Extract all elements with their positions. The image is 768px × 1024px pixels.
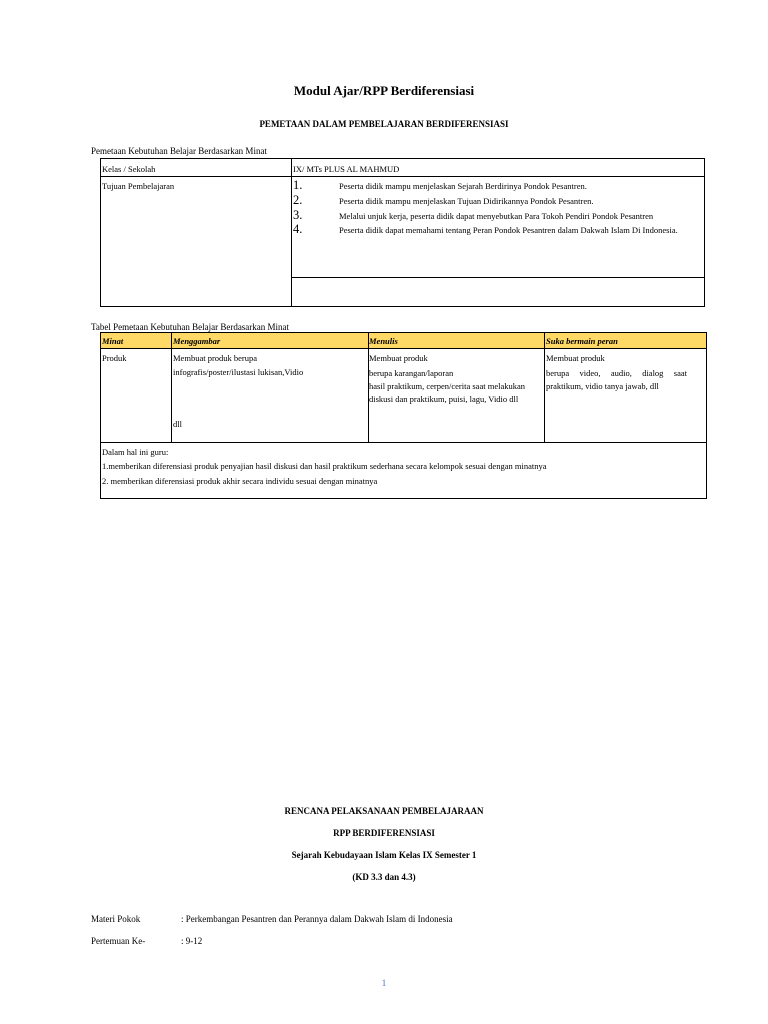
class-row bbox=[101, 159, 704, 177]
materi-label: Materi Pokok bbox=[91, 914, 141, 924]
header-minat: Minat bbox=[102, 336, 124, 346]
column-divider bbox=[291, 159, 292, 306]
menggambar-line: infografis/poster/ilustasi lukisan,Vidio bbox=[173, 367, 304, 377]
pertemuan-label: Pertemuan Ke- bbox=[91, 936, 146, 946]
pertemuan-value: : 9-12 bbox=[181, 936, 203, 946]
note-line: Dalam hal ini guru: bbox=[102, 447, 169, 457]
header-menulis: Menulis bbox=[369, 336, 398, 346]
row-divider bbox=[291, 277, 704, 278]
row-divider bbox=[101, 442, 706, 443]
table1-caption: Pemetaan Kebutuhan Belajar Berdasarkan Minat bbox=[91, 146, 267, 156]
note-line: 1.memberikan diferensiasi produk penyajian hasil diskusi dan hasil praktikum sederhana secara kelompok sesuai dengan minatnya bbox=[102, 461, 547, 471]
rpp-subtitle: RPP BERDIFERENSIASI bbox=[333, 828, 435, 838]
note-line: 2. memberikan diferensiasi produk akhir secara individu sesuai dengan minatnya bbox=[102, 476, 378, 486]
class-label: Kelas / Sekolah bbox=[102, 164, 156, 174]
goal-text: Peserta didik mampu menjelaskan Sejarah Berdirinya Pondok Pesantren. bbox=[339, 181, 587, 191]
goal-number: 2. bbox=[293, 193, 303, 207]
table2-caption: Tabel Pemetaan Kebutuhan Belajar Berdasarkan Minat bbox=[91, 322, 290, 332]
peran-line: berupa video, audio, dialog saat bbox=[546, 368, 687, 378]
menulis-line: hasil praktikum, cerpen/cerita saat melakukan bbox=[369, 381, 526, 391]
row-label-produk: Produk bbox=[102, 353, 127, 363]
goal-number: 3. bbox=[293, 208, 303, 222]
column-divider bbox=[171, 333, 172, 442]
menulis-line: Membuat produk bbox=[369, 353, 428, 363]
rpp-kd: (KD 3.3 dan 4.3) bbox=[352, 872, 416, 882]
goal-text: Peserta didik mampu menjelaskan Tujuan Didirikannya Pondok Pesantren. bbox=[339, 196, 594, 206]
peran-line: Membuat produk bbox=[546, 353, 605, 363]
learning-needs-table bbox=[100, 158, 705, 307]
interest-mapping-table bbox=[100, 332, 707, 499]
table-header-row bbox=[101, 333, 706, 349]
materi-value: : Perkembangan Pesantren dan Perannya dalam Dakwah Islam di Indonesia bbox=[181, 914, 453, 924]
class-value: IX/ MTs PLUS AL MAHMUD bbox=[293, 164, 400, 174]
menggambar-line: dll bbox=[173, 419, 182, 429]
goal-number: 4. bbox=[293, 222, 303, 236]
menggambar-line: Membuat produk berupa bbox=[173, 353, 258, 363]
rpp-title: RENCANA PELAKSANAAN PEMBELAJARAAN bbox=[284, 806, 484, 816]
goal-text: Peserta didik dapat memahami tentang Peran Pondok Pesantren dalam Dakwah Islam Di Indonesia. bbox=[339, 225, 678, 235]
column-divider bbox=[544, 333, 545, 442]
goals-label: Tujuan Pembelajaran bbox=[102, 181, 175, 191]
section-title: PEMETAAN DALAM PEMBELAJARAN BERDIFERENSIASI bbox=[259, 119, 509, 129]
header-suka-bermain-peran: Suka bermain peran bbox=[546, 336, 618, 346]
menulis-line: diskusi dan praktikum, puisi, lagu, Vidio dll bbox=[369, 394, 519, 404]
goal-text: Melalui unjuk kerja, peserta didik dapat menyebutkan Para Tokoh Pendiri Pondok Pesantren bbox=[339, 211, 654, 221]
page-number: 1 bbox=[381, 978, 387, 988]
goal-number: 1. bbox=[293, 178, 303, 192]
rpp-subject: Sejarah Kebudayaan Islam Kelas IX Semester 1 bbox=[291, 850, 477, 860]
peran-line: praktikum, vidio tanya jawab, dll bbox=[546, 381, 659, 391]
header-menggambar: Menggambar bbox=[173, 336, 221, 346]
document-title: Modul Ajar/RPP Berdiferensiasi bbox=[293, 83, 475, 98]
menulis-line: berupa karangan/laporan bbox=[369, 368, 454, 378]
